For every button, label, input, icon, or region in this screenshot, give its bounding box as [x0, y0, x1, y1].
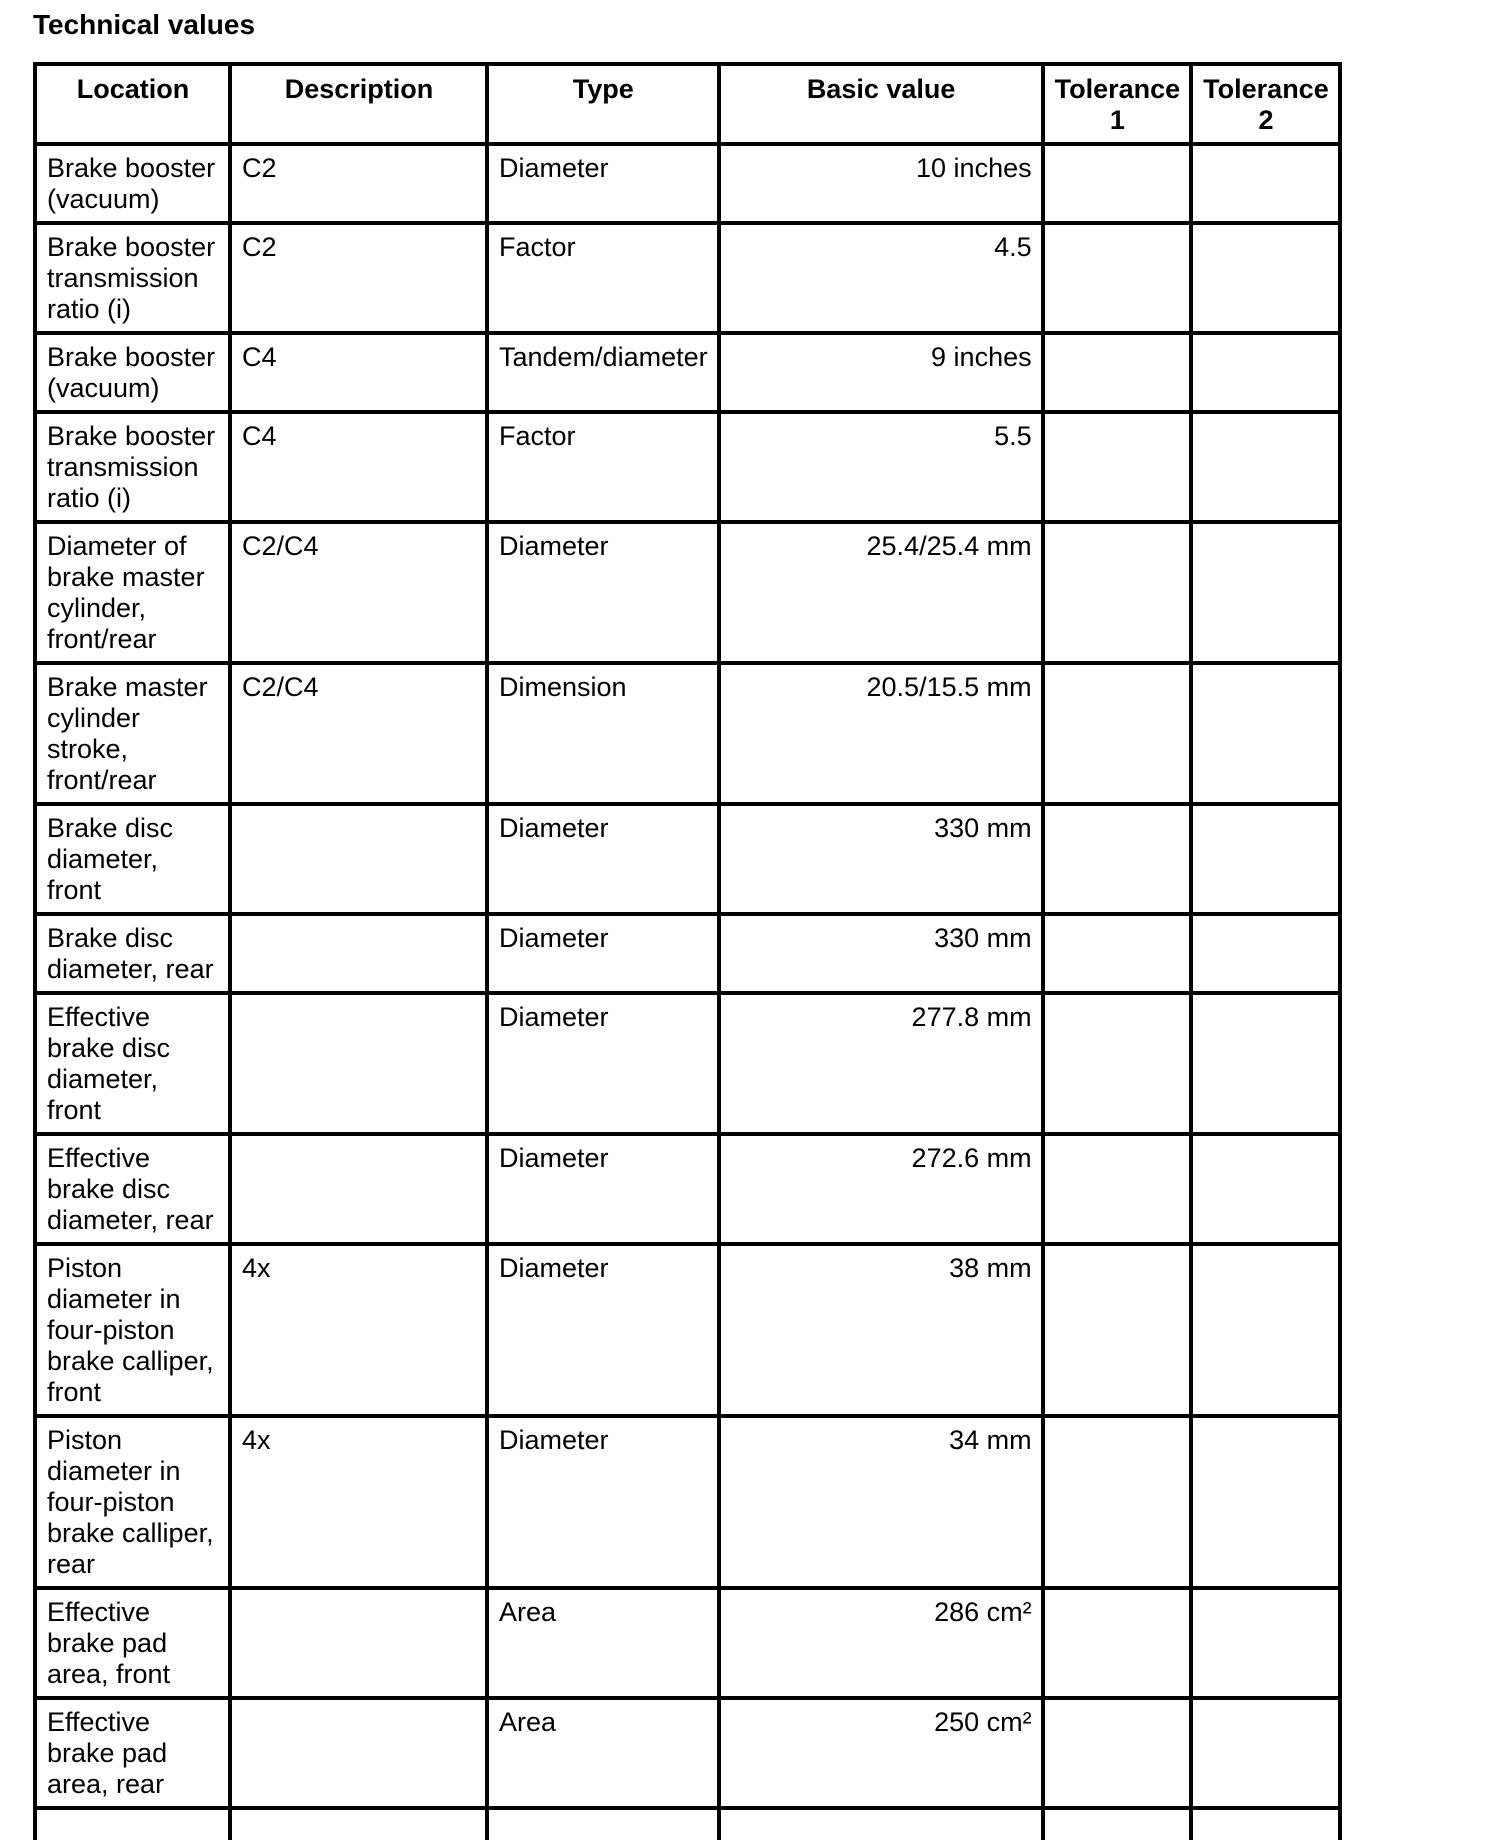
cell-location: Brake booster transmission ratio (i) [35, 223, 230, 333]
cell-description: C2/C4 [230, 522, 487, 663]
cell-tolerance-2 [1191, 663, 1340, 804]
cell-basic-value: 9 inches [719, 333, 1043, 412]
cell-location: Brake master cylinder stroke, front/rear [35, 663, 230, 804]
cell-location: Piston diameter in four-piston brake calliper, rear [35, 1416, 230, 1588]
cell-tolerance-1 [1043, 223, 1192, 333]
cell-tolerance-2 [1191, 144, 1340, 223]
cell-tolerance-2 [1191, 1134, 1340, 1244]
cell-type: Diameter [487, 993, 719, 1134]
cell-basic-value: 10 inches [719, 144, 1043, 223]
cell-tolerance-2 [1191, 993, 1340, 1134]
cell-basic-value: 250 cm² [719, 1698, 1043, 1808]
cell-tolerance-2 [1191, 1698, 1340, 1808]
cell-description [230, 1134, 487, 1244]
table-row [35, 522, 1340, 663]
cell-tolerance-1 [1043, 1416, 1192, 1588]
cell-basic-value: 286 cm² [719, 1588, 1043, 1698]
cell-tolerance-1 [1043, 1244, 1192, 1416]
cell-tolerance-2 [1191, 412, 1340, 522]
cell-tolerance-1 [1043, 914, 1192, 993]
cell-tolerance-1 [1043, 804, 1192, 914]
cell-tolerance-2 [1191, 804, 1340, 914]
cell-type: Diameter [487, 1134, 719, 1244]
cell-location: Brake booster (vacuum) [35, 333, 230, 412]
cell-basic-value: 4.5 [719, 223, 1043, 333]
table-row [35, 144, 1340, 223]
cell-type: Diameter [487, 522, 719, 663]
cell-description: C2/C4 [230, 663, 487, 804]
cell-tolerance-2 [1191, 1244, 1340, 1416]
cell-location: Effective brake disc diameter, front [35, 993, 230, 1134]
table-row [35, 663, 1340, 804]
table-row [35, 993, 1340, 1134]
cell-type: Area [487, 1698, 719, 1808]
cell-description [230, 914, 487, 993]
cell-type: Tandem/diameter [487, 333, 719, 412]
cell-basic-value: 34 mm [719, 1416, 1043, 1588]
cell-description [230, 993, 487, 1134]
table-row [35, 412, 1340, 522]
cell-basic-value: 277.8 mm [719, 993, 1043, 1134]
page-title: Technical values [33, 9, 256, 40]
cell-location: Effective brake pad area, rear [35, 1698, 230, 1808]
table-row [35, 1698, 1340, 1808]
cell-basic-value: 5.5 [719, 412, 1043, 522]
column-header-location: Location [35, 64, 230, 144]
table-row [35, 333, 1340, 412]
empty-cell [1191, 1808, 1340, 1840]
table-row [35, 1588, 1340, 1698]
cell-tolerance-1 [1043, 1134, 1192, 1244]
table-continuation-row [35, 1808, 1340, 1840]
cell-basic-value: 330 mm [719, 914, 1043, 993]
cell-type: Area [487, 1588, 719, 1698]
cell-tolerance-1 [1043, 144, 1192, 223]
cell-type: Dimension [487, 663, 719, 804]
technical-values-table [33, 62, 1342, 1840]
table-row [35, 804, 1340, 914]
cell-location: Brake disc diameter, front [35, 804, 230, 914]
cell-location: Effective brake disc diameter, rear [35, 1134, 230, 1244]
cell-tolerance-1 [1043, 333, 1192, 412]
cell-type: Factor [487, 412, 719, 522]
cell-tolerance-1 [1043, 663, 1192, 804]
table-row [35, 1416, 1340, 1588]
cell-tolerance-2 [1191, 914, 1340, 993]
empty-cell [230, 1808, 487, 1840]
cell-basic-value: 20.5/15.5 mm [719, 663, 1043, 804]
column-header-tolerance-2: Tolerance 2 [1191, 64, 1340, 144]
cell-location: Effective brake pad area, front [35, 1588, 230, 1698]
cell-tolerance-2 [1191, 223, 1340, 333]
cell-basic-value: 38 mm [719, 1244, 1043, 1416]
cell-description [230, 1588, 487, 1698]
cell-location: Piston diameter in four-piston brake calliper, front [35, 1244, 230, 1416]
cell-tolerance-2 [1191, 1416, 1340, 1588]
table-header-row [35, 64, 1340, 144]
cell-description: C2 [230, 223, 487, 333]
column-header-description: Description [230, 64, 487, 144]
cell-location: Brake booster (vacuum) [35, 144, 230, 223]
cell-description [230, 1698, 487, 1808]
table-row [35, 1244, 1340, 1416]
column-header-tolerance-1: Tolerance 1 [1043, 64, 1192, 144]
column-header-basic-value: Basic value [719, 64, 1043, 144]
cell-basic-value: 272.6 mm [719, 1134, 1043, 1244]
cell-description: C2 [230, 144, 487, 223]
cell-type: Factor [487, 223, 719, 333]
cell-type: Diameter [487, 1244, 719, 1416]
cell-location: Brake booster transmission ratio (i) [35, 412, 230, 522]
cell-description: C4 [230, 333, 487, 412]
empty-cell [1043, 1808, 1192, 1840]
cell-tolerance-2 [1191, 1588, 1340, 1698]
cell-basic-value: 25.4/25.4 mm [719, 522, 1043, 663]
cell-description [230, 804, 487, 914]
cell-tolerance-1 [1043, 1698, 1192, 1808]
cell-tolerance-2 [1191, 333, 1340, 412]
cell-tolerance-1 [1043, 993, 1192, 1134]
cell-basic-value: 330 mm [719, 804, 1043, 914]
cell-type: Diameter [487, 804, 719, 914]
cell-description: 4x [230, 1244, 487, 1416]
cell-tolerance-1 [1043, 1588, 1192, 1698]
empty-cell [35, 1808, 230, 1840]
empty-cell [719, 1808, 1043, 1840]
cell-type: Diameter [487, 144, 719, 223]
cell-tolerance-1 [1043, 522, 1192, 663]
cell-type: Diameter [487, 1416, 719, 1588]
cell-tolerance-1 [1043, 412, 1192, 522]
cell-description: 4x [230, 1416, 487, 1588]
cell-location: Diameter of brake master cylinder, front/rear [35, 522, 230, 663]
column-header-type: Type [487, 64, 719, 144]
cell-description: C4 [230, 412, 487, 522]
empty-cell [487, 1808, 719, 1840]
cell-tolerance-2 [1191, 522, 1340, 663]
table-row [35, 223, 1340, 333]
table-row [35, 1134, 1340, 1244]
table-body [35, 144, 1340, 1840]
cell-location: Brake disc diameter, rear [35, 914, 230, 993]
table-row [35, 914, 1340, 993]
cell-type: Diameter [487, 914, 719, 993]
